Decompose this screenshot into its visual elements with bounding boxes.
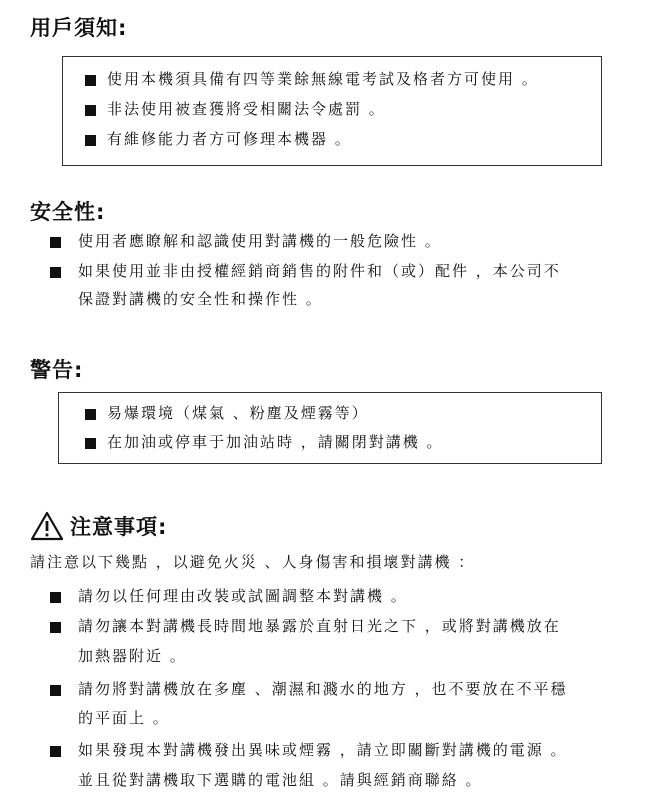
bullet-icon [85, 135, 96, 146]
caution-item-4-continued: 並且從對講機取下選購的電池組 。請與經銷商聯絡 。 [78, 771, 483, 789]
warning-heading: 警告: [30, 358, 84, 382]
safety-item-1: 使用者應瞭解和認識使用對講機的一般危險性 。 [78, 232, 442, 250]
caution-item-3: 請勿將對講機放在多塵 、潮濕和濺水的地方 ，也不要放在不平穩 [78, 680, 568, 698]
user-notice-item-1: 使用本機須具備有四等業餘無線電考試及格者方可使用 。 [107, 70, 539, 88]
bullet-icon [85, 105, 96, 116]
caution-item-1: 請勿以任何理由改裝或試圖調整本對講機 。 [78, 587, 408, 605]
warning-item-1: 易爆環境（煤氣 、粉塵及煙霧等） [107, 404, 369, 422]
caution-item-2: 請勿讓本對講機長時間地暴露於直射日光之下 ，或將對講機放在 [78, 617, 561, 635]
warning-box [58, 392, 602, 464]
bullet-icon [50, 685, 61, 696]
bullet-icon [50, 746, 61, 757]
user-notice-heading: 用戶須知: [30, 16, 128, 40]
bullet-icon [50, 592, 61, 603]
safety-heading: 安全性: [30, 200, 106, 224]
warning-item-2: 在加油或停車于加油站時 ，請關閉對講機 。 [107, 433, 444, 451]
user-notice-item-2: 非法使用被查獲將受相關法令處罰 。 [107, 100, 386, 118]
safety-item-2: 如果使用並非由授權經銷商銷售的附件和（或）配件 ，本公司不 [78, 262, 561, 280]
user-notice-item-3: 有維修能力者方可修理本機器 。 [107, 130, 352, 148]
caution-intro: 請注意以下幾點 ，以避免火災 、人身傷害和損壞對講機 ： [30, 553, 476, 571]
bullet-icon [85, 438, 96, 449]
bullet-icon [50, 237, 61, 248]
user-notice-box [62, 56, 602, 166]
bullet-icon [85, 409, 96, 420]
bullet-icon [50, 267, 61, 278]
caution-heading: 注意事項: [70, 515, 168, 539]
safety-item-2-continued: 保證對講機的安全性和操作性 。 [78, 290, 323, 308]
caution-item-3-continued: 的平面上 。 [78, 709, 170, 727]
caution-item-2-continued: 加熱器附近 。 [78, 647, 187, 665]
bullet-icon [85, 75, 96, 86]
warning-triangle-icon [30, 511, 64, 541]
bullet-icon [50, 622, 61, 633]
caution-item-4: 如果發現本對講機發出異味或煙霧 ，請立即關斷對講機的電源 。 [78, 741, 568, 759]
